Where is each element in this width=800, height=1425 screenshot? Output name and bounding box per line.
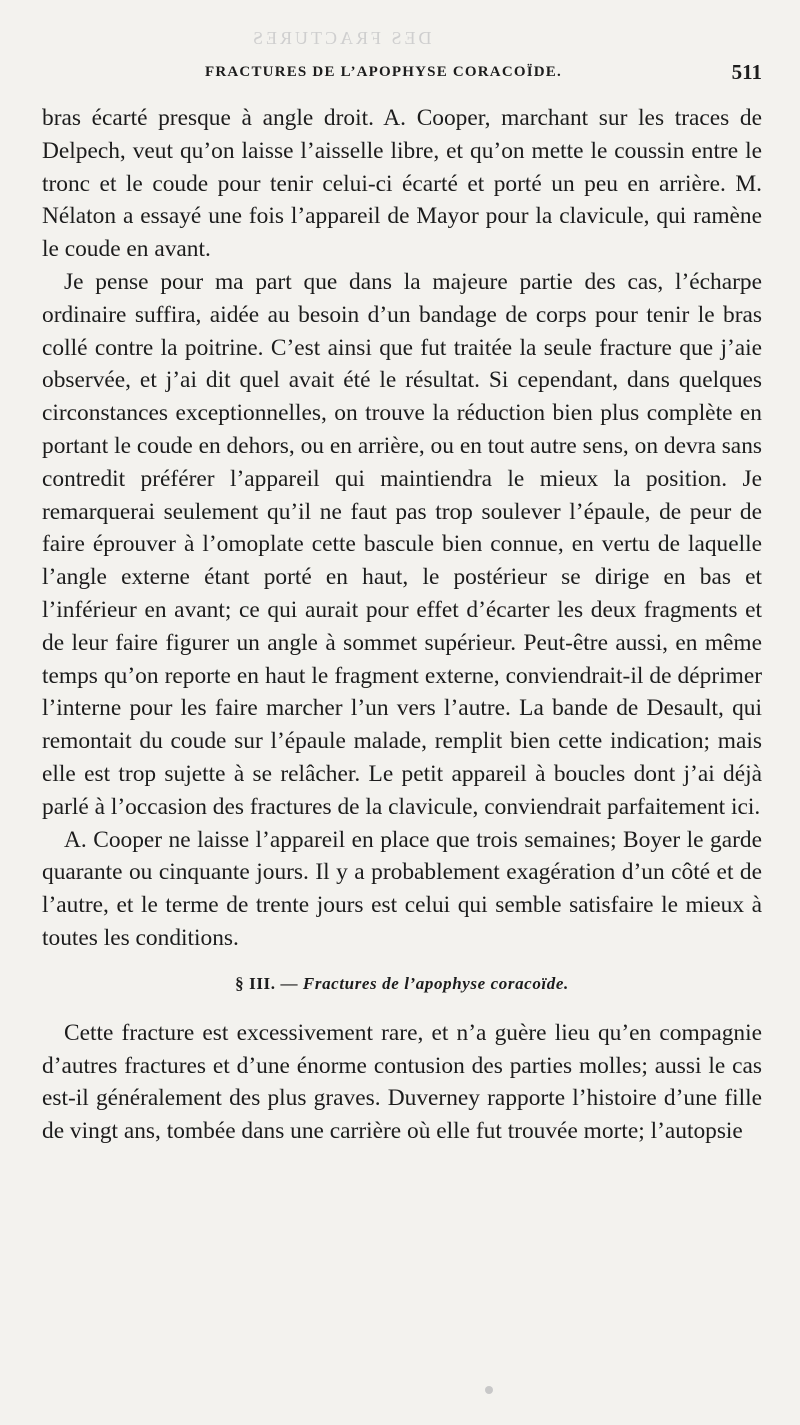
bleed-through-text: DES FRACTURES <box>250 28 432 48</box>
paragraph-3: A. Cooper ne laisse l’appareil en place que trois semaines; Boyer le garde quarante ou cinquante jours. Il y a probablement exagération d’un côté et de l’autre, et le terme de trente jours est celui qui semble satisfaire le mieux à toutes les conditions. <box>42 826 762 951</box>
section-title: Fractures de l’apophyse coracoïde. <box>302 973 569 993</box>
body-text <box>42 102 762 1148</box>
section-number: § III. — <box>235 973 299 993</box>
section-heading <box>42 969 762 999</box>
ink-dot <box>485 1386 493 1394</box>
page-header <box>40 60 762 90</box>
paragraph-4: Cette fracture est excessivement rare, et n’a guère lieu qu’en compagnie d’autres fractures et d’une énorme contusion des parties molles; aussi le cas est-il généralement des plus graves. Duverney rapporte l’histoire d’une fille de vingt ans, tombée dans une carrière où elle fut trouvée morte; l’autopsie <box>42 1019 762 1145</box>
paragraph-2: Je pense pour ma part que dans la majeure partie des cas, l’écharpe ordinaire suffira, aidée au besoin d’un bandage de corps pour tenir le bras collé contre la poitrine. C’est ainsi que fut traitée la seule fracture que j’aie observée, et j’ai dit quel avait été le résultat. Si cependant, dans quelques circonstances exceptionnelles, on trouve la réduction bien plus complète en portant le coude en dehors, ou en arrière, ou en tout autre sens, on devra sans contredit préférer l’appareil qui maintiendra le mieux la position. Je remarquerai seulement qu’il ne faut pas trop soulever l’épaule, de peur de faire éprouver à l’omoplate cette bascule bien connue, en vertu de laquelle l’angle externe étant porté en haut, le postérieur se dirige en bas et l’inférieur en avant; ce qui aurait pour effet d’écarter les deux fragments et de leur faire figurer un angle à sommet supérieur. Peut-être aussi, en même temps qu’on reporte en haut le fragment externe, conviendrait-il de déprimer l’interne pour les faire marcher l’un vers l’autre. La bande de Desault, qui remontait du coude sur l’épaule malade, remplit bien cette indication; mais elle est trop sujette à se relâcher. Le petit appareil à boucles dont j’ai déjà parlé à l’occasion des fractures de la clavicule, conviendrait parfaitement ici. <box>42 268 762 820</box>
paragraph-1: bras écarté presque à angle droit. A. Cooper, marchant sur les traces de Delpech, veut qu’on laisse l’aisselle libre, et qu’on mette le coussin entre le tronc et le coude pour tenir celui-ci écarté et porté un peu en arrière. M. Nélaton a essayé une fois l’appareil de Mayor pour la clavicule, qui ramène le coude en avant. <box>42 105 762 263</box>
page-number: 511 <box>731 60 762 84</box>
running-head: FRACTURES DE L’APOPHYSE CORACOÏDE. <box>205 64 562 80</box>
